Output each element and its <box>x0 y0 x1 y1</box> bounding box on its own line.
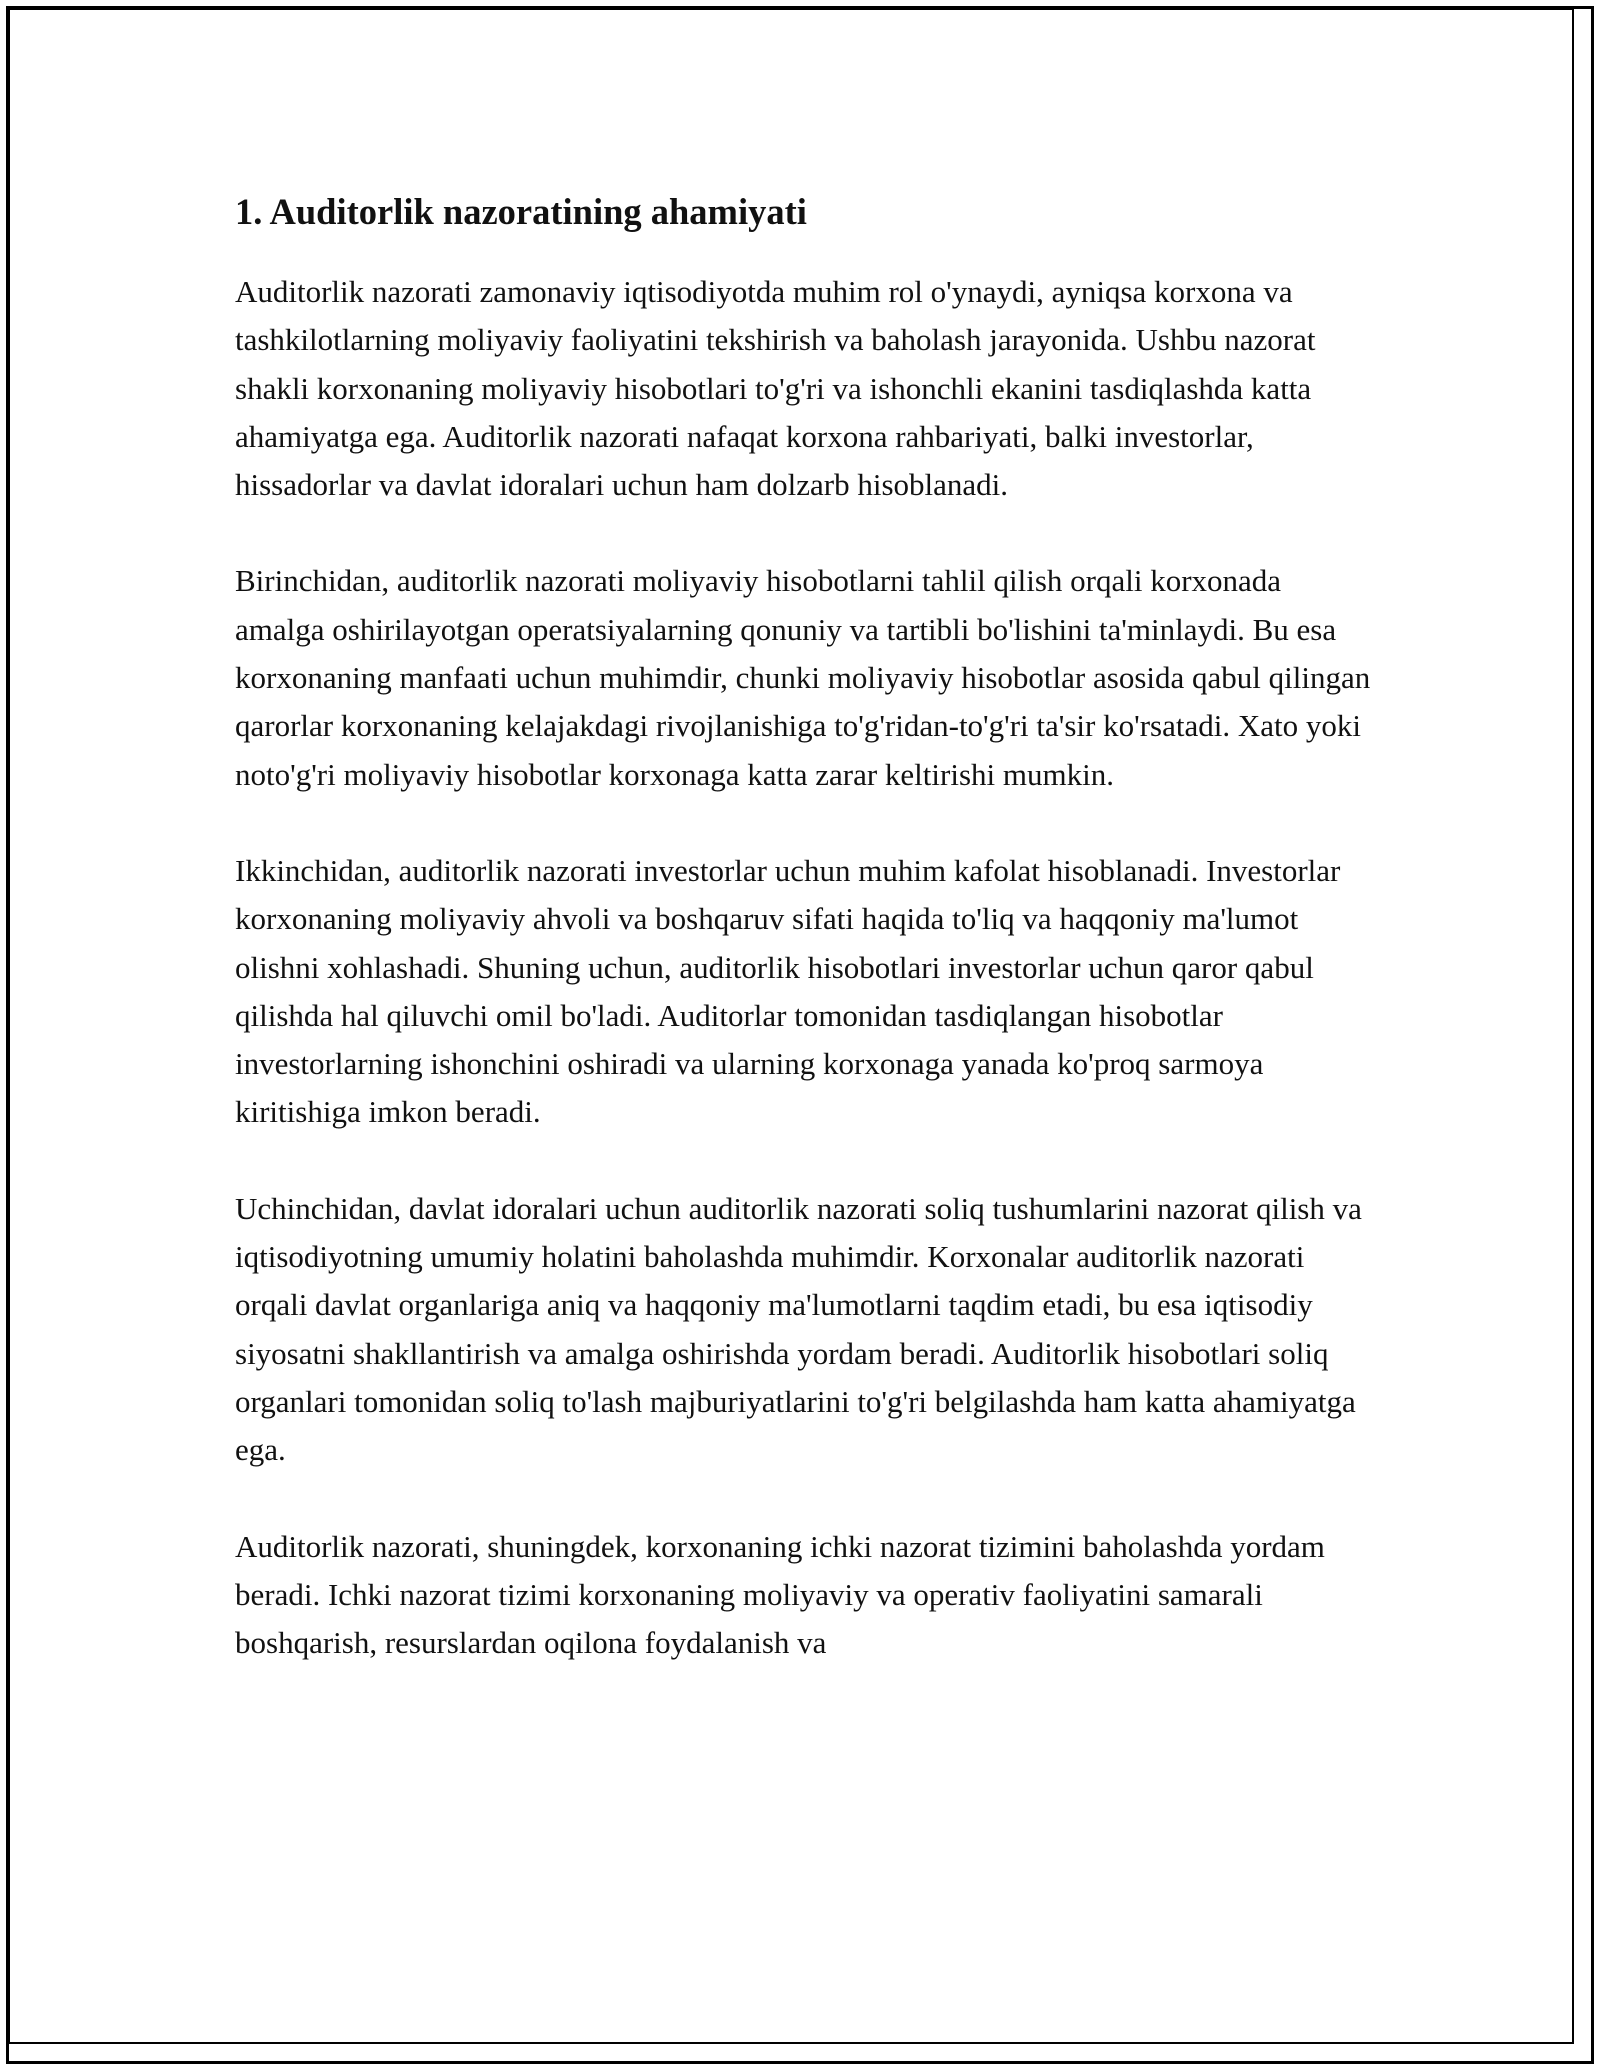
section-heading: 1. Auditorlik nazoratining ahamiyati <box>235 191 807 232</box>
paragraph: Uchinchidan, davlat idoralari uchun auditorlik nazorati soliq tushumlarini nazorat qilish va iqtisodiyotning umumiy holatini baholashda muhimdir. Korxonalar auditorlik nazorati orqali davlat organlariga aniq va haqqoniy ma'lumotlarni taqdim etadi, bu esa iqtisodiy siyosatni shakllantirish va amalga oshirishda yordam beradi. Auditorlik hisobotlari soliq organlari tomonidan soliq to'lash majburiyatlarini to'g'ri belgilashda ham katta ahamiyatga ega. <box>235 1190 1362 1468</box>
document-body <box>235 186 1375 1715</box>
paragraph: Auditorlik nazorati zamonaviy iqtisodiyotda muhim rol o'ynaydi, ayniqsa korxona va tashkilotlarning moliyaviy faoliyatini tekshirish va baholash jarayonida. Ushbu nazorat shakli korxonaning moliyaviy hisobotlari to'g'ri va ishonchli ekanini tasdiqlashda katta ahamiyatga ega. Auditorlik nazorati nafaqat korxona rahbariyati, balki investorlar, hissadorlar va davlat idoralari uchun ham dolzarb hisoblanadi. <box>235 274 1316 503</box>
paragraph: Auditorlik nazorati, shuningdek, korxonaning ichki nazorat tizimini baholashda yordam beradi. Ichki nazorat tizimi korxonaning moliyaviy va operativ faoliyatini samarali boshqarish, resurslardan oqilona foydalanish va <box>235 1528 1325 1661</box>
paragraph: Birinchidan, auditorlik nazorati moliyaviy hisobotlarni tahlil qilish orqali korxonada amalga oshirilayotgan operatsiyalarning qonuniy va tartibli bo'lishini ta'minlaydi. Bu esa korxonaning manfaati uchun muhimdir, chunki moliyaviy hisobotlar asosida qabul qilingan qarorlar korxonaning kelajakdagi rivojlanishiga to'g'ridan-to'g'ri ta'sir ko'rsatadi. Xato yoki noto'g'ri moliyaviy hisobotlar korxonaga katta zarar keltirishi mumkin. <box>235 563 1371 792</box>
paragraph: Ikkinchidan, auditorlik nazorati investorlar uchun muhim kafolat hisoblanadi. Investorlar korxonaning moliyaviy ahvoli va boshqaruv sifati haqida to'liq va haqqoniy ma'lumot olishni xohlashadi. Shuning uchun, auditorlik hisobotlari investorlar uchun qaror qabul qilishda hal qiluvchi omil bo'ladi. Auditorlar tomonidan tasdiqlangan hisobotlar investorlarning ishonchini oshiradi va ularning korxonaga yanada ko'proq sarmoya kiritishiga imkon beradi. <box>235 852 1341 1130</box>
